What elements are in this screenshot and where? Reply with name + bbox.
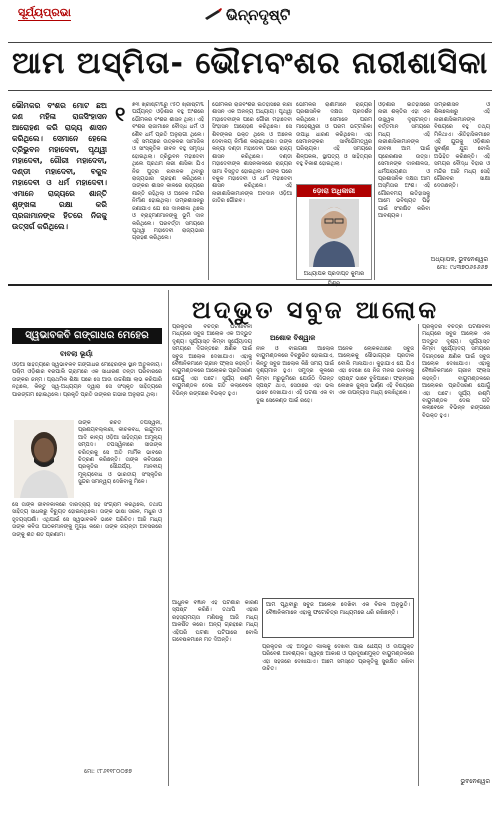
masthead bbox=[0, 0, 500, 44]
column-divider bbox=[418, 324, 419, 786]
brand-name: ସୂର୍ଯ୍ୟପ୍ରଭା bbox=[18, 6, 71, 19]
left-article-body1: ଓଡ଼ିଆ ସାହିତ୍ୟରେ ସ୍ୱଭାବକବି ଗଙ୍ଗାଧର ମେହେରଙ୍କ ସ୍ଥାନ ଅତୁଳନୀୟ। ପଶ୍ଚିମ ଓଡ଼ିଶାର ବରପାଲି ଗ୍ରାମରେ ଏକ ସାଧାରଣ ତନ୍ତୀ ପରିବାରରେ ତାଙ୍କର ଜନ୍ମ। ପ୍ରାଥମିକ ଶିକ୍ଷା ପରେ ସେ ଆଉ ଉଚ୍ଚଶିକ୍ଷା ଲାଭ କରିପାରି ନଥିଲେ, କିନ୍ତୁ ସ୍ୱ-ଅଧ୍ୟୟନ ଦ୍ୱାରା ସେ ସଂସ୍କୃତ ସାହିତ୍ୟରେ ପାରଙ୍ଗମ ହୋଇଥିଲେ। ପ୍ରକୃତି ପ୍ରତି ତାଙ୍କର ଗଭୀର ଅନୁରାଗ ଥିଲା। bbox=[12, 362, 162, 398]
right-article-title: ଅଦ୍ଭୁତ ସବୁଜ ଆଲୋକ bbox=[192, 296, 440, 324]
right-article-col6: ପ୍ରକୃତିର ବିଚିତ୍ର ଘଟଣାବଳୀ ମଧ୍ୟରେ ସବୁଜ ଆଲୋକ ଏକ ଅଦ୍ଭୁତ ଦୃଶ୍ୟ। ସୂର୍ଯ୍ୟାସ୍ତ କିମ୍ବା ସୂର୍ଯ୍ୟୋଦୟ ସମୟରେ ଦିଗନ୍ତରେ କ୍ଷଣିକ ପାଇଁ ସବୁଜ ଆଲୋକ ଦେଖାଯାଏ। ଏହାକୁ ବୈଜ୍ଞାନିକମାନେ ଗ୍ରୀନ ଫ୍ଲାସ କହନ୍ତି। ବାୟୁମଣ୍ଡଳରେ ଆଲୋକର ପ୍ରତିସରଣ ଯୋଗୁଁ ଏହା ଘଟେ। ସୂର୍ଯ୍ୟ ରଶ୍ମି ବାୟୁମଣ୍ଡଳ ଦେଇ ଗତି କଲାବେଳେ ବିଭିନ୍ନ ରଙ୍ଗରେ ବିଭକ୍ତ ହୁଏ। bbox=[422, 324, 490, 419]
pull-quote: ଆମ ପୃଥିବୀରୁ ସବୁଜ ଆଲୋକ ଦେଖିବା ଏକ ବିରଳ ଅନୁଭୂତି। ବୈଜ୍ଞାନିକମାନେ ଏହାକୁ ଫଟୋଚିତ୍ର ମାଧ୍ୟମରେ ଧରି ରଖିଛନ୍ତି। bbox=[262, 598, 414, 638]
section-title: ଭିନ୍ନଦୃଷ୍ଟି bbox=[226, 6, 291, 24]
intro-text: ଭୌମକର ବଂଶର ମୋଟ ଛଅ ଜଣ ମହିଳା ରାଜସିଂହାସନ ଆରୋହଣ କରି ରାଜ୍ୟ ଶାସନ କରିଥିଲେ। ସେମାନେ ହେଲେ ତ୍ରିଭୁବନ ମହାଦେବୀ, ପୃଥ୍ୱୀ ମହାଦେବୀ, ଗୌରୀ ମହାଦେବୀ, ଦଣ୍ଡୀ ମହାଦେବୀ, ବକୁଳ ମହାଦେବୀ ଓ ଧର୍ମ ମହାଦେବୀ। ଏମାନେ ରାଜ୍ୟରେ ଶାନ୍ତି ଶୃଙ୍ଖଳା ରକ୍ଷା କରି ପ୍ରଜାମାନଙ୍କ ହିତରେ ନିଜକୁ ଉତ୍ସର୍ଗ କରିଥିଲେ। bbox=[12, 101, 107, 231]
left-article-title: ସ୍ୱଭାବକବି ଗଙ୍ଗାଧର ମେହେର bbox=[12, 328, 162, 344]
pen-icon bbox=[204, 8, 222, 20]
left-article-footer: ମୋ: ୯୮୬୧୧୮୦୦୭୭ bbox=[84, 768, 133, 775]
column-divider bbox=[168, 290, 169, 786]
left-article-body3: ସେ ତାଙ୍କ ଜୀବନକାଳରେ ଦାରିଦ୍ର୍ୟ ସହ ସଂଗ୍ରାମ କରିଥିଲେ, ତଥାପି ସାହିତ୍ୟ ସାଧନାରୁ ବିଚ୍ୟୁତ ହୋଇନଥିଲେ। ତାଙ୍କ ଭାଷା ସରଳ, ମଧୁର ଓ ହୃଦୟସ୍ପର୍ଶୀ। ଏଥିପାଇଁ ସେ ସ୍ୱଭାବକବି ଭାବେ ପରିଚିତ। ଆଜି ମଧ୍ୟ ତାଙ୍କ କବିତା ପାଠକମାନଙ୍କୁ ମୁଗ୍ଧ କରେ। ତାଙ୍କ ଜୟନ୍ତୀ ଅବସରରେ ତାଙ୍କୁ ଶତ ଶତ ପ୍ରଣାମ। bbox=[12, 502, 162, 538]
article1-col2: ଭୌମକର ରାଜବଂଶର ଇତିହାସରେ ନାରୀ ଶାସନ ଏକ ଅନନ୍ୟ ଅଧ୍ୟାୟ। ପୃଥ୍ୱୀ ମହାଦେବୀଙ୍କ ପରେ ଗୌରୀ ମହାଦେବୀ ସିଂହାସନ ଆରୋହଣ କରିଥିଲେ। ସେ ଶିବଙ୍କର ଭକ୍ତ ଥିଲେ ଓ ଅନେକ ଦେବାଳୟ ନିର୍ମାଣ କରାଇଥିଲେ। ତାଙ୍କ କନ୍ୟା ଦଣ୍ଡୀ ମହାଦେବୀ ପରେ ରାଜ୍ୟ ଶାସନ କରିଥିଲେ। ଦଣ୍ଡୀ ମହାଦେବୀଙ୍କ ଶାସନକାଳରେ ରାଜ୍ୟର ସୀମା ବିସ୍ତୃତ ହୋଇଥିଲା। ତାଙ୍କ ପରେ ବକୁଳ ମହାଦେବୀ ଓ ଧର୍ମ ମହାଦେବୀ ଶାସନ କରିଥିଲେ। ଏହି ନାରୀଶାସିକାମାନଙ୍କ ଅବଦାନ ଓଡ଼ିଆ ଜାତିର ଗୌରବ। bbox=[212, 102, 292, 205]
article1-col4: ଓଡ଼ିଶାର ଇତିହାସରେ ନାରୀ ଶକ୍ତିର ଏହା ଏକ ଉଜ୍ଜ୍ୱଳ ଦୃଷ୍ଟାନ୍ତ। ବର୍ତ୍ତମାନ ସମୟରେ ମଧ୍ୟ ଏହି ନାରୀଶାସିକାମାନଙ୍କ ଜୀବନୀ ଆମ ପାଇଁ ପ୍ରେରଣାର ଉତ୍ସ। ସେମାନଙ୍କ ଦାନଶୀଳତା, ଧର୍ମପରାୟଣତା ଓ ପ୍ରଶାସନିକ ଦକ୍ଷତା ଆମ ଅସ୍ମିତାର ଅଂଶ। ଏହି ଗୌରବମୟ ଇତିହାସକୁ ଆମେ ଭବିଷ୍ୟତ ପିଢ଼ି ପାଇଁ ସଂରକ୍ଷିତ କରିବା ଆବଶ୍ୟକ। bbox=[378, 102, 430, 220]
right-article-signature: ଭୁବନେଶ୍ୱର bbox=[460, 778, 490, 785]
column-divider bbox=[208, 100, 209, 280]
right-article-col3: ଅନେକ ଲୋକକଥାରେ ସବୁଜ ଆଲୋକକୁ ସୌଭାଗ୍ୟର ପ୍ରତୀକ ବୋଲି ମାନାଯାଏ। କୁହାଯାଏ ଯେ ଯିଏ ଏହା ଦେଖେ ସେ ନିଜ ମନର ଭାବନାକୁ ସ୍ପଷ୍ଟ ଭାବେ ବୁଝିପାରେ। ଫ୍ରାନ୍ସର ଲେଖକ ଜୁଲ୍ସ ଭର୍ଣ୍ଣ ଏହି ବିଷୟରେ ଏକ ଉପନ୍ୟାସ ମଧ୍ୟ ଲେଖିଥିଲେ। bbox=[338, 346, 414, 397]
top-rule bbox=[8, 42, 492, 43]
left-article-body2: ତାଙ୍କ ରଚିତ ତପସ୍ୱିନୀ, ପ୍ରଣୟବଲ୍ଲରୀ, କୀଚକବଧ, ଇନ୍ଦୁମତୀ ଆଦି କାବ୍ୟ ଓଡ଼ିଆ ସାହିତ୍ୟର ଅମୂଲ୍ୟ ସମ୍ପଦ। ତପସ୍ୱିନୀରେ ସୀତାଙ୍କ ଚରିତ୍ରକୁ ସେ ଅତି ମାର୍ମିକ ଭାବରେ ଚିତ୍ରଣ କରିଛନ୍ତି। ତାଙ୍କ କବିତାରେ ପ୍ରକୃତିର ସୌନ୍ଦର୍ଯ୍ୟ, ମାନବୀୟ ମୂଲ୍ୟବୋଧ ଓ ଭାରତୀୟ ସଂସ୍କୃତିର ସୁନ୍ଦର ସମନ୍ୱୟ ଦେଖିବାକୁ ମିଳେ। bbox=[78, 420, 162, 486]
headline-rule bbox=[8, 90, 492, 91]
author-photo bbox=[296, 184, 372, 280]
section-divider bbox=[8, 284, 492, 286]
article1-col5: ତାମ୍ରଶାସନ ଓ ଶିଳାଲେଖରୁ ଏହି ନାରୀଶାସିକାମାନଙ୍କ ବିଷୟରେ ବହୁ ତଥ୍ୟ ମିଳିଥାଏ। ଐତିହାସିକମାନେ ଏହି ଯୁଗକୁ ଓଡ଼ିଶାର ସୁବର୍ଣ୍ଣ ଯୁଗ ବୋଲି ଅଭିହିତ କରିଛନ୍ତି। ଏହି ସମୟର ବୌଦ୍ଧ ବିହାର ଓ ମନ୍ଦିର ଆଜି ମଧ୍ୟ ସେହି ଗୌରବର ସାକ୍ଷୀ ଦେଉଛନ୍ତି। bbox=[434, 102, 490, 190]
author-portrait-icon bbox=[309, 199, 359, 267]
author-photo-caption: ଅଧ୍ୟାପକ ପ୍ରଦୀପ୍ତ କୁମାର bbox=[297, 269, 371, 279]
right-article-col1: ପ୍ରକୃତିର ବିଚିତ୍ର ଘଟଣାବଳୀ ମଧ୍ୟରେ ସବୁଜ ଆଲୋକ ଏକ ଅଦ୍ଭୁତ ଦୃଶ୍ୟ। ସୂର୍ଯ୍ୟାସ୍ତ କିମ୍ବା ସୂର୍ଯ୍ୟୋଦୟ ସମୟରେ ଦିଗନ୍ତରେ କ୍ଷଣିକ ପାଇଁ ସବୁଜ ଆଲୋକ ଦେଖାଯାଏ। ଏହାକୁ ବୈଜ୍ଞାନିକମାନେ ଗ୍ରୀନ ଫ୍ଲାସ କହନ୍ତି। ବାୟୁମଣ୍ଡଳରେ ଆଲୋକର ପ୍ରତିସରଣ ଯୋଗୁଁ ଏହା ଘଟେ। ସୂର୍ଯ୍ୟ ରଶ୍ମି ବାୟୁମଣ୍ଡଳ ଦେଇ ଗତି କଲାବେଳେ ବିଭିନ୍ନ ରଙ୍ଗରେ ବିଭକ୍ତ ହୁଏ। bbox=[172, 324, 252, 397]
left-article-byline: ବାବଲା ଭୂୟାଁ bbox=[60, 350, 93, 358]
article1-col3: ଭୌମକର ରାଣୀମାନେ ରାଜ୍ୟର ପ୍ରଶାସନିକ ଦକ୍ଷତା ପ୍ରଦର୍ଶନ କରିଥିଲେ। ସେମାନେ ପରମ ମାହେଶ୍ୱରୀ ଓ ପରମ ଭଟ୍ଟାରିକା ଉପାଧି ଧାରଣ କରିଥିଲେ। ଏହା ସେମାନଙ୍କର ସାର୍ବଭୌମତ୍ୱର ପରିଚାୟକ। ଏହି ସମୟରେ ଶିଳ୍ପକଳା, ସ୍ଥାପତ୍ୟ ଓ ସାହିତ୍ୟର ବହୁ ବିକାଶ ହୋଇଥିଲା। bbox=[296, 102, 372, 168]
column-divider bbox=[374, 100, 375, 280]
article1-col1: ୭୩ ଖ୍ରୀଷ୍ଟାବ୍ଦରୁ ୯୫୦ ଖ୍ରୀଷ୍ଟାବ୍ଦ ପର୍ଯ୍ୟନ୍ତ ଓଡ଼ିଶାର ବହୁ ଅଂଶରେ ଭୌମକର ବଂଶର ଶାସନ ଥିଲା। ଏହି ବଂଶର ରାଜାମାନେ ବୌଦ୍ଧ ଧର୍ମ ଓ ଶୈବ ଧର୍ମ ପ୍ରତି ଅନୁରାଗୀ ଥିଲେ। ଏହି ସମୟରେ ଉତ୍କଳର ସାମାଜିକ ଓ ସାଂସ୍କୃତିକ ଜୀବନ ବହୁ ସମୃଦ୍ଧ ହୋଇଥିଲା। ତ୍ରିଭୁବନ ମହାଦେବୀ ଥିଲେ ପ୍ରଥମ ନାରୀ ଶାସିକା ଯିଏ ନିଜ ପୁତ୍ର ନାବାଳକ ଥିବାରୁ ରାଜ୍ୟଭାର ଗ୍ରହଣ କରିଥିଲେ। ତାଙ୍କର ଶାସନ କାଳରେ ରାଜ୍ୟରେ ଶାନ୍ତି ରହିଥିଲା ଓ ଅନେକ ମନ୍ଦିର ନିର୍ମାଣ ହୋଇଥିଲା। ତାମ୍ରଶାସନରୁ ଜଣାଯାଏ ଯେ ସେ ଦାନଶୀଳା ଥିଲେ ଓ ବ୍ରାହ୍ମଣମାନଙ୍କୁ ଭୂମି ଦାନ କରିଥିଲେ। ପରବର୍ତ୍ତୀ ସମୟରେ ପୃଥ୍ୱୀ ମହାଦେବୀ ରାଜ୍ୟଭାର ଗ୍ରହଣ କରିଥିଲେ। bbox=[132, 102, 204, 242]
author-photo-label: ଡ଼ୋରା ଅଧିକାରୀ bbox=[297, 185, 371, 197]
article1-signature: ଅଧ୍ୟାପକ, ଭୁବନେଶ୍ୱର ମୋ: ୯୪୩୭୦୬୫୬୬୭ bbox=[430, 256, 488, 271]
right-article-col4: ଆଧୁନିକ ବିଜ୍ଞାନ ଏହି ଘଟଣାର କାରଣ ସ୍ପଷ୍ଟ କରିଛି। ତଥାପି ଏହାର ରହସ୍ୟମୟତା ମଣିଷକୁ ଆଜି ମଧ୍ୟ ଆକର୍ଷିତ କରେ। ଅନ୍ୟ ଗ୍ରହରେ ମଧ୍ୟ ଏହିପରି ଘଟଣା ଘଟିପାରେ ବୋଲି ଗବେଷକମାନେ ମତ ଦିଅନ୍ତି। bbox=[172, 600, 258, 644]
poet-portrait-icon bbox=[14, 420, 74, 498]
right-article-col2: ନୀଳ ଓ ବାଇଗଣୀ ଆଲୋକ ବାୟୁମଣ୍ଡଳରେ ବିଚ୍ଛୁରିତ ହୋଇଯାଏ, କିନ୍ତୁ ସବୁଜ ଆଲୋକ କିଛି ସମୟ ପାଇଁ ଦୃଶ୍ୟମାନ ହୁଏ। ସମୁଦ୍ର କୂଳରେ କିମ୍ବା ମରୁଭୂମିରେ ଯେଉଁଠି ଦିଗନ୍ତ ସ୍ପଷ୍ଟ ଥାଏ, ସେଠାରେ ଏହା ଭଲ ଭାବେ ଦେଖାଯାଏ। ଏହି ଘଟଣା ଏକ ବା ଦୁଇ ସେକେଣ୍ଡ ପାଇଁ ରହେ। bbox=[256, 346, 334, 404]
main-headline: ଆମ ଅସ୍ମିତା- ଭୌମବଂଶର ନାରୀଶାସିକା bbox=[12, 46, 488, 81]
right-article-col5: ପ୍ରକୃତିର ଏହି ଅଦ୍ଭୁତ ଲୀଳାକୁ ଦେଖିବା ପାଇଁ ଧୈର୍ଯ୍ୟ ଓ ଉପଯୁକ୍ତ ପରିବେଶ ଆବଶ୍ୟକ। ସ୍ୱଚ୍ଛ ଆକାଶ ଓ ପ୍ରଦୂଷଣମୁକ୍ତ ବାୟୁମଣ୍ଡଳରେ ଏହା ସହଜରେ ଦେଖାଯାଏ। ଆମେ ସମସ୍ତେ ପ୍ରକୃତିକୁ ସୁରକ୍ଷିତ ରଖିବା ଉଚିତ। bbox=[262, 644, 414, 673]
right-article-byline: ଅଶୋକ ବିଶ୍ୱାଳ bbox=[270, 334, 316, 342]
drop-numeral: ୧ bbox=[115, 102, 126, 126]
